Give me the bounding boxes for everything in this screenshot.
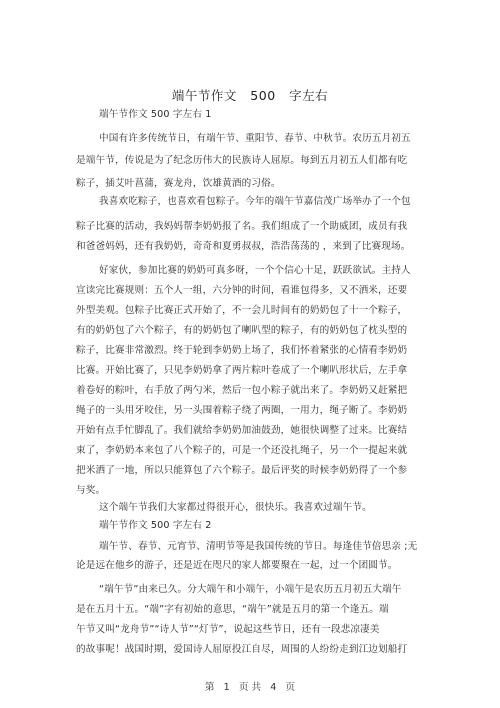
paragraph-line: 宣读完比赛规则：五个人一组，六分钟的时间，看谁包得多，又不洒米，还要 [76,285,408,296]
paragraph-line: 把米洒了一地，所以只能算包了六个粽子。最后评奖的时候李奶奶得了一个参 [76,465,408,476]
paragraph-line: 好家伙，参加比赛的奶奶可真多呀，一个个信心十足，跃跃欲试。主持人 [99,265,411,276]
paragraph-line: 是端午节，传说是为了纪念历伟大的民族诗人屈原。每到五月初五人们都有吃 [76,155,408,166]
paragraph-line: “端午节”由来已久。分大端午和小端午，小端午是农历五月初五大端午 [99,584,402,595]
page-footer: 第 1 页 共 4 页 [204,682,296,693]
paragraph-line: 端午节、春节、元宵节、清明节等是我国传统的节日。每逢佳节倍思亲 ;无 [99,541,418,552]
paragraph-line: 我喜欢吃粽子，也喜欢看包粽子。今年的端午节嘉信茂广场举办了一个包 [99,196,411,207]
paragraph-line: 和爸爸妈妈，还有我奶奶，奇奇和夏勇叔叔，浩浩荡荡的 ，来到了比赛现场。 [76,241,411,252]
paragraph-line: 开始有点手忙脚乱了。我们就给李奶奶加油鼓劲，她很快调整了过来。比赛结 [76,425,408,436]
paragraph-line: 午节又叫“龙舟节”“诗人节”“灯节”，说起这些节日，还有一段悲凉凄美 [76,624,380,635]
paragraph-line: 粽子比赛的活动，我妈妈帮李奶奶报了名。我们组成了一个助威团，成员有我 [76,221,408,232]
paragraph-line: 比赛。开始比赛了，只见李奶奶拿了两片粽叶卷成了一个喇叭形状后，左手拿 [76,365,408,376]
paragraph-line: 是在五月十五。“端”字有初始的意思，“端午”就是五月的第一个逢五。端 [76,604,389,615]
paragraph-line: 的故事呢！战国时期，爱国诗人屈原投江自尽，周围的人纷纷走到江边划船打 [76,644,408,655]
paragraph-line: 着卷好的粽叶，右手放了两勺米，然后一包小粽子就出来了。李奶奶又赶紧把 [76,385,408,396]
section-heading-2: 端午节作文 500 字左右 2 [99,520,212,531]
paragraph-line: 粽子，插艾叶菖蒲，赛龙舟，饮雄黄酒的习俗。 [76,178,281,189]
paragraph-line: 这个端午节我们大家都过得很开心，很快乐。我喜欢过端午节。 [99,502,372,513]
paragraph-line: 有的奶奶包了六个粽子，有的奶奶包了喇叭型的粽子，有的奶奶包了枕头型的 [76,325,408,336]
paragraph-line: 中国有许多传统节日，有端午节、重阳节、春节、中秋节。农历五月初五 [99,133,411,144]
paragraph-line: 外型美观。包粽子比赛正式开始了，不一会儿时间有的奶奶包了十一个粽子， [76,305,408,316]
document-title: 端午节作文 500 字左右 [171,88,329,103]
paragraph-line: 粽子，比赛非常激烈。终于轮到李奶奶上场了，我们怀着紧张的心情看李奶奶 [76,345,408,356]
section-heading-1: 端午节作文 500 字左右 1 [99,109,212,120]
paragraph-line: 束了，李奶奶本来包了八个粽子的，可是一个还没扎绳子，另一个一提起来就 [76,445,408,456]
paragraph-line: 与奖。 [76,485,106,496]
paragraph-line: 绳子的一头用牙咬住，另一头围着粽子绕了两圈，一用力，绳子断了。李奶奶 [76,405,408,416]
paragraph-line: 论是远在他乡的游子，还是近在咫尺的家人都要聚在一起，过一个团圆节。 [76,560,398,571]
